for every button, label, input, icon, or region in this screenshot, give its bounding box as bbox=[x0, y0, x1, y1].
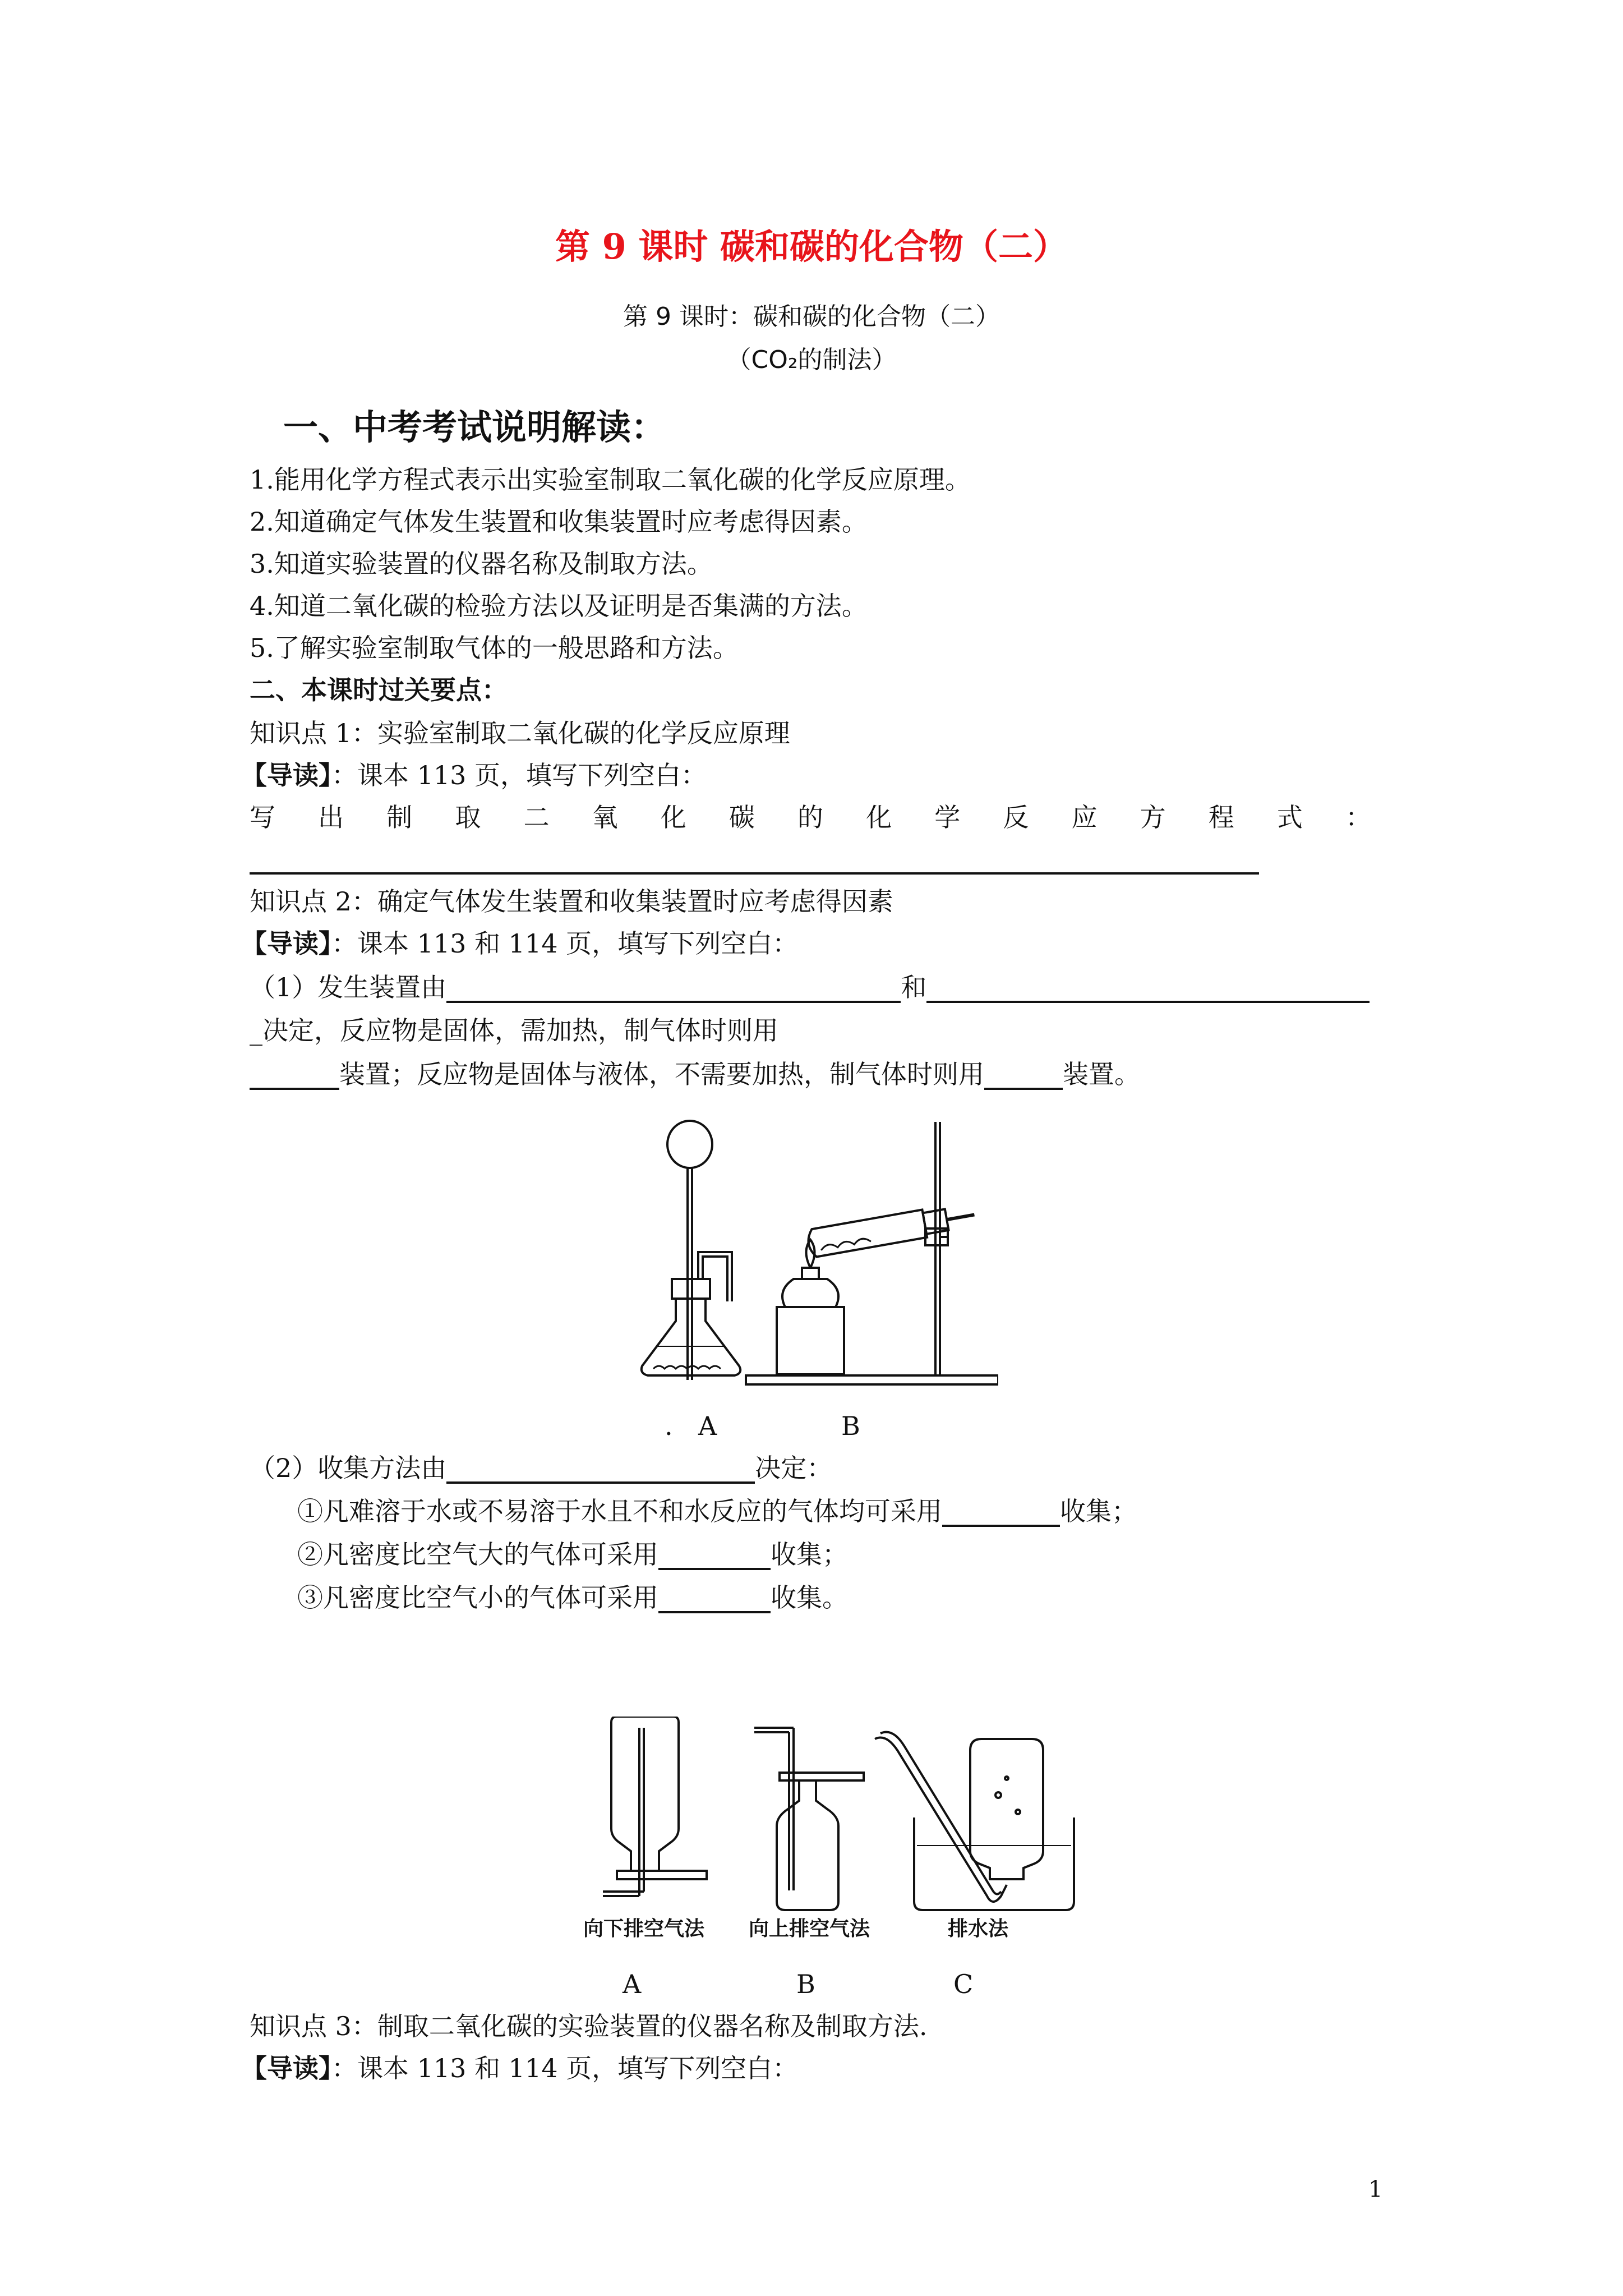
equation-prompt-char: 化 bbox=[866, 802, 892, 832]
fig2-label-c: C bbox=[953, 1969, 974, 1999]
objective-3: 3.知道实验装置的仪器名称及制取方法。 bbox=[250, 549, 713, 579]
guide-label: 【导读】 bbox=[241, 928, 331, 959]
section2-heading: 二、本课时过关要点： bbox=[250, 675, 508, 705]
kp3-title-dot: . bbox=[919, 2011, 928, 2041]
equation-prompt-char: 应 bbox=[1071, 802, 1098, 832]
rule1-end: 收集； bbox=[1060, 1496, 1137, 1526]
equation-prompt-char: 化 bbox=[660, 802, 686, 832]
rule2-text: ②凡密度比空气大的气体可采用 bbox=[297, 1539, 658, 1570]
caption-upward-air: 向上排空气法 bbox=[749, 1917, 870, 1940]
equation-prompt-char: 程 bbox=[1208, 802, 1234, 832]
equation-prompt-char: 学 bbox=[934, 802, 961, 832]
guide-text: ：课本 113 和 114 页，填写下列空白： bbox=[331, 2053, 799, 2083]
blank-collect-1[interactable] bbox=[942, 1498, 1060, 1527]
equation-answer-line[interactable] bbox=[250, 872, 1259, 875]
rule3-text: ③凡密度比空气小的气体可采用 bbox=[297, 1582, 658, 1613]
upright-bottle-icon bbox=[754, 1728, 864, 1910]
fig1-label-b: B bbox=[841, 1411, 860, 1441]
generator-apparatus-figure bbox=[634, 1116, 998, 1397]
equation-prompt-char: 氧 bbox=[592, 802, 618, 832]
guide-text: ：课本 113 页，填写下列空白： bbox=[331, 760, 707, 790]
rule2-end: 收集； bbox=[771, 1539, 848, 1570]
generator-solid-liquid-line bbox=[250, 1059, 1140, 1090]
objective-4: 4.知道二氧化碳的检验方法以及证明是否集满的方法。 bbox=[250, 591, 868, 621]
fig2-label-a: A bbox=[623, 1969, 642, 1999]
collection-methods-figure bbox=[583, 1717, 1077, 1913]
blank-device-noheat[interactable] bbox=[984, 1061, 1063, 1090]
page-title: 第 9 课时 碳和碳的化合物（二） bbox=[555, 226, 1068, 267]
conical-flask-icon bbox=[642, 1299, 740, 1375]
funnel-bulb-icon bbox=[667, 1121, 712, 1168]
subtitle-lesson: 第 9 课时：碳和碳的化合物（二） bbox=[623, 302, 1000, 331]
guide-text: ：课本 113 和 114 页，填写下列空白： bbox=[331, 928, 799, 959]
equation-prompt-char: 出 bbox=[318, 802, 344, 832]
fig2-label-b: B bbox=[796, 1969, 815, 1999]
and-text: 和 bbox=[901, 972, 927, 1002]
kp2-title: 知识点 2：确定气体发生装置和收集装置时应考虑得因素 bbox=[250, 886, 893, 917]
guide-label: 【导读】 bbox=[241, 2053, 331, 2083]
blank-collect-2[interactable] bbox=[658, 1541, 771, 1570]
caption-downward-air: 向下排空气法 bbox=[583, 1917, 705, 1940]
fig1-dot: . bbox=[665, 1411, 673, 1441]
objective-5: 5.了解实验室制取气体的一般思路和方法。 bbox=[250, 633, 739, 663]
objective-1: 1.能用化学方程式表示出实验室制取二氧化碳的化学反应原理。 bbox=[250, 464, 971, 495]
equation-prompt-char: 碳 bbox=[728, 802, 755, 832]
blank-device-heat[interactable] bbox=[250, 1061, 339, 1090]
device-end-text: 装置。 bbox=[1063, 1059, 1140, 1089]
collect-text: （2）收集方法由 bbox=[250, 1453, 447, 1483]
kp3-title-text: 知识点 3：制取二氧化碳的实验装置的仪器名称及制取方法 bbox=[250, 2011, 919, 2041]
equation-prompt bbox=[250, 802, 1371, 833]
kp3-title bbox=[250, 2011, 928, 2042]
section1-heading: 一、中考考试说明解读： bbox=[283, 407, 666, 448]
fig1-label-a: A bbox=[698, 1411, 717, 1441]
test-tube-icon bbox=[806, 1201, 977, 1258]
equation-prompt-char: 二 bbox=[523, 802, 550, 832]
objective-2: 2.知道确定气体发生装置和收集装置时应考虑得因素。 bbox=[250, 507, 868, 537]
equation-prompt-char: 式 bbox=[1276, 802, 1303, 832]
rule1-text: ①凡难溶于水或不易溶于水且不和水反应的气体均可采用 bbox=[297, 1496, 942, 1526]
generator-text: （1）发生装置由 bbox=[250, 972, 447, 1002]
blank-collect-factor[interactable] bbox=[446, 1455, 755, 1484]
blank-collect-3[interactable] bbox=[658, 1584, 771, 1613]
equation-prompt-char: 制 bbox=[386, 802, 413, 832]
collect-end-text: 决定： bbox=[755, 1453, 833, 1483]
alcohol-lamp-icon bbox=[777, 1307, 844, 1374]
rule3-end: 收集。 bbox=[771, 1582, 848, 1613]
kp2-guide bbox=[241, 928, 798, 959]
guide-label: 【导读】 bbox=[241, 760, 331, 790]
equation-prompt-char: 写 bbox=[250, 802, 275, 832]
blank-factor-1[interactable] bbox=[446, 974, 901, 1003]
kp1-guide bbox=[241, 760, 707, 791]
equation-prompt-char: 取 bbox=[455, 802, 481, 832]
equation-prompt-char: 反 bbox=[1003, 802, 1029, 832]
collect-rule-2 bbox=[297, 1539, 848, 1570]
collect-rule-3 bbox=[297, 1582, 848, 1613]
collect-rule-1 bbox=[297, 1496, 1137, 1527]
page-number: 1 bbox=[1368, 2177, 1383, 2202]
collection-method-line bbox=[250, 1453, 832, 1484]
water-trough-icon bbox=[875, 1732, 1074, 1910]
subtitle-topic: （CO₂的制法） bbox=[726, 346, 897, 374]
inverted-bottle-icon bbox=[603, 1717, 707, 1896]
caption-water: 排水法 bbox=[948, 1917, 1009, 1940]
kp3-guide bbox=[241, 2053, 798, 2084]
equation-prompt-char: ： bbox=[1345, 802, 1371, 832]
generator-solid-heat-line: _决定，反应物是固体，需加热，制气体时则用 bbox=[250, 1015, 778, 1046]
equation-prompt-char: 方 bbox=[1140, 802, 1166, 832]
kp1-title: 知识点 1：实验室制取二氧化碳的化学反应原理 bbox=[250, 718, 790, 748]
blank-factor-2[interactable] bbox=[926, 974, 1370, 1003]
equation-prompt-char: 的 bbox=[797, 802, 823, 832]
device-text: 装置；反应物是固体与液体，不需要加热，制气体时则用 bbox=[339, 1059, 984, 1089]
generator-factors-line bbox=[250, 972, 1370, 1003]
